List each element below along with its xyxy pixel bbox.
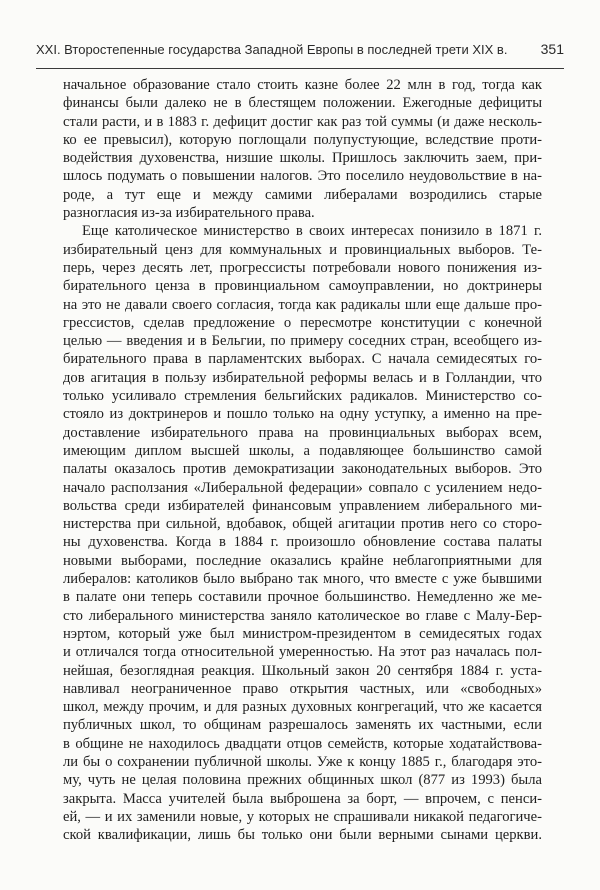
body-text bbox=[63, 76, 542, 844]
text-line: палаты оказалось против демократизации законодательных выборов. Это bbox=[63, 461, 542, 478]
text-line: Еще католическое министерство в своих интересах понизило в 1871 г. bbox=[82, 223, 542, 240]
text-line: ей, — и их заменили новые, у которых не спрашивали никакой педагогиче- bbox=[63, 808, 542, 825]
text-line: доставление избирательного права на провинциальных выборах всем, bbox=[63, 424, 542, 441]
text-line: му, чуть не целая половина прежних общинных школ (877 из 1993) была bbox=[63, 772, 542, 789]
text-line: стали расти, и в 1883 г. дефицит достиг как раз той суммы (и даже несколь- bbox=[63, 113, 542, 130]
text-line: либералов: католиков было выбрано так много, что вместе с уже бывшими bbox=[63, 571, 542, 588]
text-line: начальное образование стало стоить казне более 22 млн в год, тогда как bbox=[63, 77, 542, 93]
text-line: ны духовенства. Когда в 1884 г. произошло обновление состава палаты bbox=[63, 534, 542, 551]
text-line: новыми выборами, последние оказались крайне неблагоприятными для bbox=[63, 552, 542, 569]
text-line: начало расползания «Либеральной федерации» совпало с усилением недо- bbox=[63, 479, 542, 496]
text-line: бирательного ценза в провинциальном самоуправлении, но доктринеры bbox=[63, 278, 542, 295]
text-line: в палате они теперь составили прочное большинство. Немедленно же ме- bbox=[63, 589, 542, 606]
text-line: имеющим диплом высшей школы, а подавляющее большинство самой bbox=[63, 442, 542, 459]
running-header bbox=[36, 40, 564, 60]
text-line: только усиливало стремления бельгийских радикалов. Министерство со- bbox=[63, 388, 542, 405]
text-line: публичных школ, то общинам разрешалось заменять их частными, если bbox=[63, 717, 542, 734]
text-line: стояло из доктринеров и пошло только на одну уступку, а именно на пре- bbox=[63, 406, 542, 423]
text-line: шлось подумать о повышении налогов. Это поселило неудовольствие в на- bbox=[63, 168, 542, 185]
text-line: ской квалификации, лишь бы только они были верными сынами церкви. bbox=[63, 827, 542, 844]
text-line: вольства среди избирателей финансовым управлением либерального ми- bbox=[63, 497, 542, 514]
text-line: школ, между прочим, и для разных духовных конгрегаций, что же касается bbox=[63, 699, 542, 716]
text-line: бирательного права в парламентских выборах. С начала семидесятых го- bbox=[63, 351, 542, 368]
header-rule bbox=[36, 68, 564, 69]
running-title: XXI. Второстепенные государства Западной Европы в последней трети XIX в. bbox=[36, 42, 508, 57]
text-line: целью — введения и в Бельгии, по примеру соседних стран, всеобщего из- bbox=[63, 333, 542, 350]
page-number: 351 bbox=[540, 41, 564, 57]
text-line: нэртом, который уже был министром-президентом в семидесятых годах bbox=[63, 625, 542, 642]
text-line: дов агитация в пользу избирательной реформы велась и в Голландии, что bbox=[63, 369, 542, 386]
text-line: ко ее превысил), которую поглощали полупустующие, вследствие проти- bbox=[63, 131, 542, 148]
text-line: нистерства при сильной, вдобавок, общей агитации против него со сторо- bbox=[63, 516, 542, 533]
text-line: сто либерального министерства заняло католическое во главе с Малу-Бер- bbox=[63, 607, 542, 624]
text-line: в общине не находилось двадцати отцов семейств, которые ходатайствова- bbox=[63, 735, 542, 752]
text-line: перь, через десять лет, прогрессисты потребовали нового понижения из- bbox=[63, 259, 542, 276]
text-line: водействия духовенства, низшие школы. Пришлось заключить заем, при- bbox=[63, 150, 542, 167]
text-line: ли бы о сохранении публичной школы. Уже к концу 1885 г., благодаря это- bbox=[63, 753, 542, 770]
text-line: финансы были далеко не в блестящем положении. Ежегодные дефициты bbox=[63, 95, 542, 112]
text-line: навливал неограниченное право открытия частных, или «свободных» bbox=[63, 680, 542, 697]
text-line: закрыта. Масса учителей была выброшена за борт, — впрочем, с пенси- bbox=[63, 790, 542, 807]
text-line: избирательный ценз для коммунальных и провинциальных выборов. Те- bbox=[63, 241, 542, 258]
text-line: нейшая, безоглядная реакция. Школьный закон 20 сентября 1884 г. уста- bbox=[63, 662, 542, 679]
text-line: разногласия из-за избирательного права. bbox=[63, 205, 315, 222]
text-line: грессистов, сделав предложение о пересмотре конституции с конечной bbox=[63, 314, 542, 331]
text-line: роде, а тут еще и между самими либералами возродились старые bbox=[63, 186, 542, 203]
text-line: и отличался тогда относительной умеренностью. На этот раз началась пол- bbox=[63, 644, 542, 661]
text-line: на это не давали своего согласия, тогда как радикалы шли еще дальше про- bbox=[63, 296, 542, 313]
